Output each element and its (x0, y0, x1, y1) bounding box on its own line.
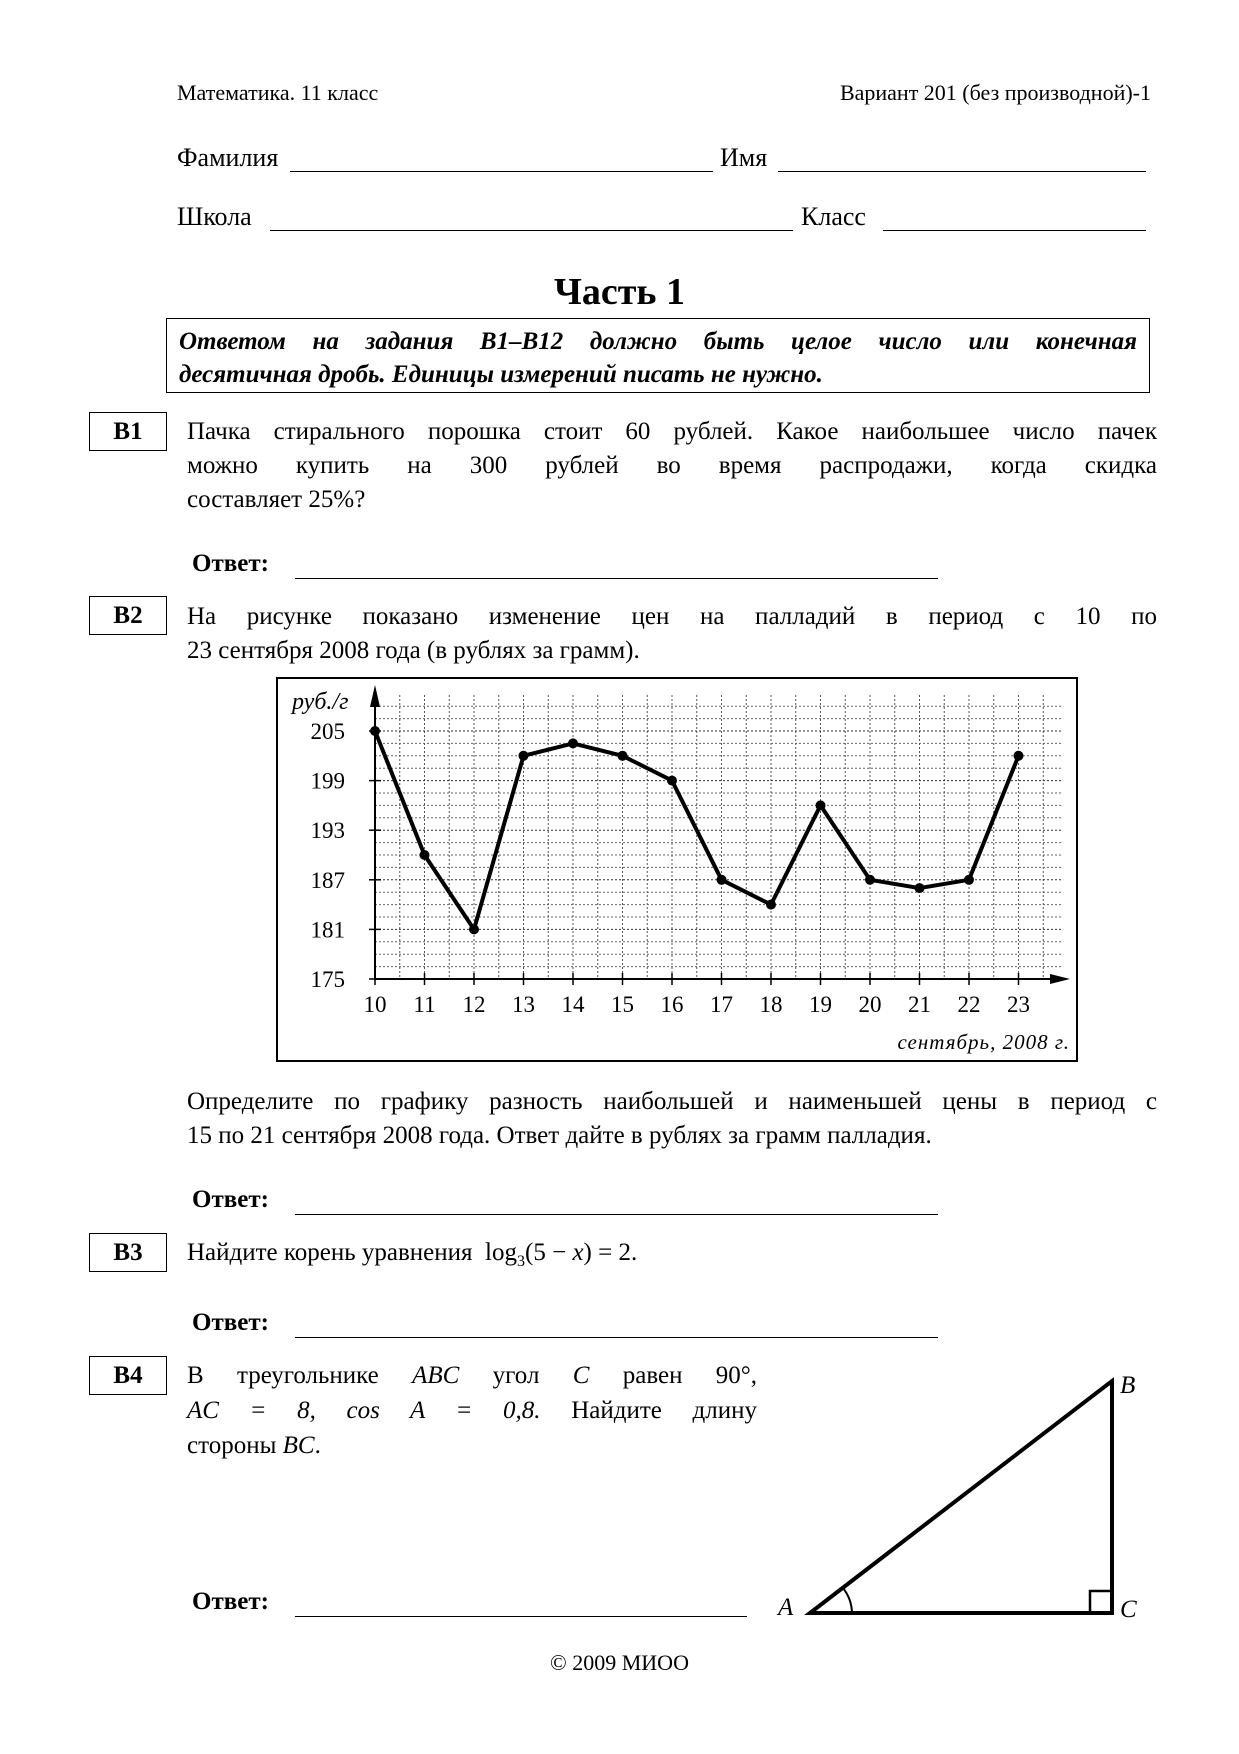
name-label: Имя (720, 143, 768, 172)
instruction-line-1: Ответом на задания В1–В12 должно быть целое число или конечная (179, 328, 1137, 355)
answer-field-b4[interactable] (295, 1616, 747, 1617)
answer-label-b3: Ответ: (192, 1309, 269, 1336)
task-b4-line-2 (187, 1393, 757, 1428)
eq-arg-open: (5 − (525, 1239, 573, 1266)
triangle-figure (770, 1365, 1160, 1625)
task-b2-question-line: 15 по 21 сентября 2008 года. Ответ дайте в рублях за грамм палладия. (187, 1122, 932, 1149)
data-point (568, 738, 578, 748)
school-field[interactable] (270, 230, 793, 231)
task-b2-line: На рисунке показано изменение цен на палладий в период с 10 по (187, 603, 1157, 630)
data-point (915, 883, 925, 893)
b4-ac: AC = 8, (187, 1397, 316, 1424)
task-b2-text (187, 600, 1157, 668)
eq-log: log (485, 1239, 517, 1266)
part-title: Часть 1 (553, 271, 685, 313)
y-tick-label: 187 (310, 867, 345, 893)
answer-field-b1[interactable] (295, 578, 938, 579)
school-label: Школа (177, 202, 252, 231)
task-b2-question-line: Определите по графику разность наибольшей и наименьшей цены в период с (187, 1088, 1157, 1115)
task-b1-text (187, 415, 1157, 517)
name-field[interactable] (778, 171, 1146, 172)
x-tick-label: 11 (413, 992, 436, 1017)
b4-bc: BC (282, 1432, 315, 1459)
y-tick-label: 199 (310, 768, 345, 794)
data-point (816, 800, 826, 810)
data-point (618, 751, 628, 761)
b4-text: угол (492, 1362, 540, 1389)
x-tick-label: 18 (759, 992, 783, 1017)
answer-field-b3[interactable] (295, 1337, 938, 1338)
task-label-b2: B2 (89, 596, 167, 635)
surname-field[interactable] (290, 171, 713, 172)
data-point (469, 924, 479, 934)
answer-label-b4: Ответ: (192, 1588, 269, 1615)
chart-frame (276, 677, 1078, 1062)
answer-label-b1: Ответ: (192, 550, 269, 577)
subject-label: Математика. 11 класс (177, 80, 379, 105)
y-tick-label: 175 (310, 967, 345, 992)
chart-ticks (311, 719, 1031, 1017)
x-tick-label: 14 (561, 992, 585, 1017)
eq-end: . (630, 1239, 638, 1266)
data-point (370, 726, 380, 736)
triangle-abc (810, 1381, 1112, 1613)
y-tick-label: 205 (310, 719, 345, 744)
x-tick-label: 19 (809, 992, 832, 1017)
b4-text: Найдите длину (571, 1397, 757, 1424)
x-tick-label: 23 (1007, 992, 1030, 1017)
vertex-a-label: A (778, 1594, 794, 1621)
y-tick-label: 181 (310, 917, 345, 943)
vertex-c-label: C (1120, 1596, 1137, 1623)
x-tick-label: 13 (512, 992, 535, 1017)
answer-label-b2: Ответ: (192, 1186, 269, 1213)
chart-ylabel: руб./г (292, 689, 349, 715)
task-b2-line: 23 сентября 2008 года (в рублях за грамм). (187, 637, 640, 664)
data-point (1014, 751, 1024, 761)
class-label: Класс (801, 202, 866, 231)
task-b2-question (187, 1085, 1157, 1153)
x-tick-label: 20 (858, 992, 882, 1017)
x-tick-label: 17 (710, 992, 733, 1017)
x-axis-arrow (1050, 974, 1070, 984)
b4-cos: cos A = 0,8. (346, 1397, 541, 1424)
data-point (865, 875, 875, 885)
b4-text: равен 90°, (622, 1362, 758, 1389)
eq-base: 3 (517, 1253, 525, 1270)
task-b1-line: можно купить на 300 рублей во время распродажи, когда скидка (187, 452, 1157, 479)
x-tick-label: 16 (660, 992, 684, 1017)
task-b3-text (187, 1236, 1157, 1279)
b4-text: В треугольнике (187, 1362, 379, 1389)
instruction-box (166, 318, 1150, 393)
task-label-b4: B4 (89, 1356, 167, 1395)
task-b3-equation (479, 1239, 638, 1270)
task-b4-line-3 (187, 1428, 757, 1463)
surname-label: Фамилия (177, 143, 279, 172)
class-field[interactable] (883, 230, 1146, 231)
data-point (766, 900, 776, 910)
b4-end: . (314, 1432, 321, 1459)
data-point (717, 875, 727, 885)
chart-grid (375, 695, 1062, 979)
eq-var: x (572, 1239, 584, 1266)
task-b4-text (187, 1358, 757, 1463)
task-b3-prompt: Найдите корень уравнения (187, 1239, 473, 1266)
b4-c: C (572, 1362, 590, 1389)
right-angle-mark (1090, 1591, 1112, 1613)
task-b1-line: составляет 25%? (187, 486, 366, 513)
task-b1-line: Пачка стирального порошка стоит 60 рублей. Какое наибольшее число пачек (187, 418, 1157, 445)
task-b4-line-1 (187, 1358, 757, 1393)
b4-abc: ABC (412, 1362, 460, 1389)
angle-a-arc (843, 1588, 852, 1613)
chart-axes (370, 685, 1070, 984)
palladium-price-chart (278, 679, 1075, 1059)
task-label-b1: B1 (89, 412, 167, 451)
data-point (420, 850, 430, 860)
data-point (667, 776, 677, 786)
chart-xlabel: сентябрь, 2008 г. (897, 1030, 1070, 1054)
x-tick-label: 21 (908, 992, 931, 1017)
x-tick-label: 15 (611, 992, 634, 1017)
answer-field-b2[interactable] (295, 1214, 938, 1215)
x-tick-label: 12 (462, 992, 486, 1017)
vertex-b-label: B (1120, 1372, 1136, 1399)
data-point (519, 751, 529, 761)
x-tick-label: 22 (957, 992, 981, 1017)
b4-text: стороны (187, 1432, 277, 1459)
instruction-line-2: десятичная дробь. Единицы измерений писать не нужно. (179, 361, 823, 388)
footer-copyright: © 2009 МИОО (550, 1650, 689, 1675)
y-axis-arrow (370, 685, 380, 707)
y-tick-label: 193 (310, 818, 345, 844)
x-tick-label: 10 (363, 992, 387, 1017)
eq-arg-close: ) = 2 (583, 1239, 631, 1266)
data-point (964, 875, 974, 885)
task-label-b3: B3 (89, 1233, 167, 1272)
variant-label: Вариант 201 (без производной)-1 (839, 80, 1151, 105)
